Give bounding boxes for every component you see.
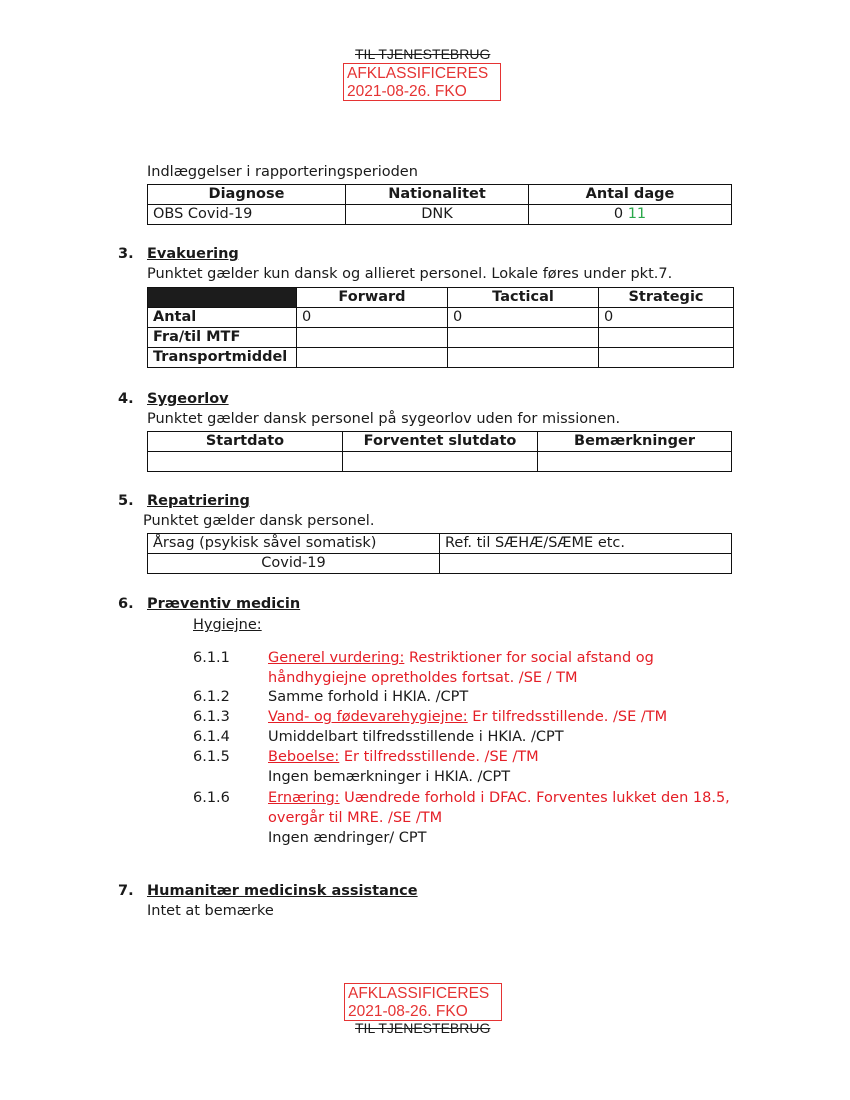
section7-title: Humanitær medicinsk assistance bbox=[147, 883, 418, 899]
item-extra: Ingen bemærkninger i HKIA. /CPT bbox=[268, 769, 511, 785]
evacuation-cell bbox=[297, 348, 448, 368]
item-label: Generel vurdering: bbox=[268, 650, 405, 666]
section6-number: 6. bbox=[118, 596, 134, 612]
item-label: Beboelse: bbox=[268, 749, 340, 765]
evacuation-row-label: Fra/til MTF bbox=[148, 328, 297, 348]
section4-number: 4. bbox=[118, 391, 134, 407]
item-number: 6.1.5 bbox=[193, 749, 230, 765]
antal-dage-original: 0 bbox=[613, 206, 624, 222]
section4-title: Sygeorlov bbox=[147, 391, 229, 407]
item-line bbox=[268, 790, 730, 806]
item-text-continued: håndhygiejne opretholdes fortsat. /SE / TM bbox=[268, 670, 578, 686]
section3-number: 3. bbox=[118, 246, 134, 262]
evacuation-row-label: Transportmiddel bbox=[148, 348, 297, 368]
sick-leave-header-startdato: Startdato bbox=[148, 432, 343, 452]
item-text: Uændrede forhold i DFAC. Forventes lukket den 18.5, bbox=[339, 790, 730, 806]
item-label: Vand- og fødevarehygiejne: bbox=[268, 709, 468, 725]
evacuation-cell bbox=[599, 348, 734, 368]
sick-leave-header-slutdato: Forventet slutdato bbox=[343, 432, 538, 452]
admissions-cell-antal-dage bbox=[529, 205, 732, 225]
admissions-table bbox=[147, 184, 732, 225]
admissions-header-diagnose: Diagnose bbox=[148, 185, 346, 205]
item-number: 6.1.2 bbox=[193, 689, 230, 705]
item-line bbox=[268, 650, 654, 666]
item-number: 6.1.6 bbox=[193, 790, 230, 806]
repatriation-cell-aarsag: Covid-19 bbox=[148, 554, 440, 574]
item-line bbox=[268, 749, 539, 765]
section5-text: Punktet gælder dansk personel. bbox=[143, 513, 375, 529]
section4-text: Punktet gælder dansk personel på sygeorlov uden for missionen. bbox=[147, 411, 621, 427]
item-number: 6.1.3 bbox=[193, 709, 230, 725]
item-line bbox=[268, 709, 667, 725]
stamp-top-line2: 2021-08-26. FKO bbox=[347, 83, 467, 100]
item-extra: Ingen ændringer/ CPT bbox=[268, 830, 427, 846]
evacuation-cell: 0 bbox=[297, 308, 448, 328]
item-text: Er tilfredsstillende. /SE /TM bbox=[339, 749, 539, 765]
section3-text: Punktet gælder kun dansk og allieret personel. Lokale føres under pkt.7. bbox=[147, 266, 673, 282]
sick-leave-cell bbox=[538, 452, 732, 472]
section7-number: 7. bbox=[118, 883, 134, 899]
evacuation-row-label: Antal bbox=[148, 308, 297, 328]
repatriation-header-aarsag: Årsag (psykisk såvel somatisk) bbox=[148, 534, 440, 554]
evacuation-cell bbox=[448, 348, 599, 368]
antal-dage-updated: 11 bbox=[627, 206, 647, 222]
section5-number: 5. bbox=[118, 493, 134, 509]
stamp-bottom-line1: AFKLASSIFICERES bbox=[348, 985, 490, 1002]
item-text-continued: overgår til MRE. /SE /TM bbox=[268, 810, 443, 826]
admissions-header-antal-dage: Antal dage bbox=[529, 185, 732, 205]
section6-subtitle: Hygiejne: bbox=[193, 617, 262, 633]
evacuation-cell bbox=[448, 328, 599, 348]
admissions-caption: Indlæggelser i rapporteringsperioden bbox=[147, 164, 418, 180]
stamp-bottom-line2: 2021-08-26. FKO bbox=[348, 1003, 468, 1020]
section6-title: Præventiv medicin bbox=[147, 596, 301, 612]
classification-top: TIL TJENESTEBRUG bbox=[355, 46, 491, 62]
item-text: Er tilfredsstillende. /SE /TM bbox=[467, 709, 668, 725]
evacuation-cell bbox=[599, 328, 734, 348]
section3-title: Evakuering bbox=[147, 246, 239, 262]
declassify-stamp-top bbox=[343, 63, 501, 101]
stamp-top-line1: AFKLASSIFICERES bbox=[347, 65, 489, 82]
item-text: Samme forhold i HKIA. /CPT bbox=[268, 689, 469, 705]
item-number: 6.1.1 bbox=[193, 650, 230, 666]
sick-leave-table bbox=[147, 431, 732, 472]
section7-text: Intet at bemærke bbox=[147, 903, 274, 919]
item-text: Umiddelbart tilfredsstillende i HKIA. /CPT bbox=[268, 729, 564, 745]
admissions-cell-diagnose: OBS Covid-19 bbox=[148, 205, 346, 225]
evacuation-cell bbox=[297, 328, 448, 348]
evacuation-cell: 0 bbox=[599, 308, 734, 328]
item-number: 6.1.4 bbox=[193, 729, 230, 745]
evacuation-header-forward: Forward bbox=[297, 288, 448, 308]
repatriation-cell-ref bbox=[440, 554, 732, 574]
repatriation-table bbox=[147, 533, 732, 574]
section5-title: Repatriering bbox=[147, 493, 250, 509]
sick-leave-header-bemaerkninger: Bemærkninger bbox=[538, 432, 732, 452]
sick-leave-cell bbox=[343, 452, 538, 472]
evacuation-corner-cell bbox=[148, 288, 297, 308]
evacuation-cell: 0 bbox=[448, 308, 599, 328]
sick-leave-cell bbox=[148, 452, 343, 472]
declassify-stamp-bottom bbox=[344, 983, 502, 1021]
item-text: Restriktioner for social afstand og bbox=[404, 650, 654, 666]
evacuation-header-strategic: Strategic bbox=[599, 288, 734, 308]
evacuation-table bbox=[147, 287, 734, 368]
admissions-cell-nationalitet: DNK bbox=[346, 205, 529, 225]
evacuation-header-tactical: Tactical bbox=[448, 288, 599, 308]
item-label: Ernæring: bbox=[268, 790, 340, 806]
admissions-header-nationalitet: Nationalitet bbox=[346, 185, 529, 205]
classification-bottom: TIL TJENESTEBRUG bbox=[355, 1020, 491, 1036]
repatriation-header-ref: Ref. til SÆHÆ/SÆME etc. bbox=[440, 534, 732, 554]
